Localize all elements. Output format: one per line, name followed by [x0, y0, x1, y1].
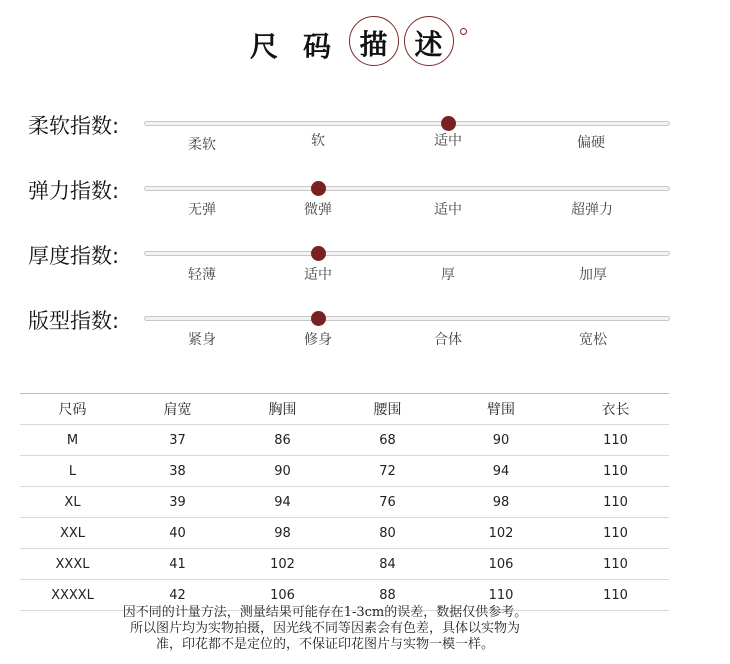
index-track — [144, 316, 670, 321]
title-char-1: 尺 — [250, 30, 279, 63]
table-cell: 72 — [335, 456, 440, 487]
table-cell: 94 — [440, 456, 562, 487]
note-line: 所以图片均为实物拍摄，因光线不同等因素会有色差，具体以实物为 — [129, 621, 520, 636]
table-cell: 90 — [230, 456, 335, 487]
table-cell: 80 — [335, 518, 440, 549]
index-track — [144, 121, 670, 126]
table-cell: 38 — [125, 456, 230, 487]
title-circle-1 — [349, 16, 399, 66]
table-header: 胸围 — [230, 394, 335, 425]
title-char-2: 码 — [303, 30, 332, 63]
table-cell: 84 — [335, 549, 440, 580]
index-marker — [311, 181, 326, 196]
index-fit — [0, 305, 730, 365]
index-option: 加厚 — [579, 267, 607, 283]
note-line: 因不同的计量方法，测量结果可能存在1-3cm的误差，数据仅供参考。 — [122, 605, 528, 620]
index-label: 版型指数: — [28, 309, 120, 333]
table-cell: 98 — [230, 518, 335, 549]
index-option: 适中 — [434, 202, 462, 218]
title-char-3: 描 — [359, 28, 388, 61]
table-cell: 37 — [125, 425, 230, 456]
index-option: 紧身 — [188, 332, 216, 348]
table-cell: 110 — [562, 456, 669, 487]
index-option: 柔软 — [188, 137, 216, 153]
table-header: 衣长 — [562, 394, 669, 425]
index-option: 适中 — [304, 267, 332, 283]
table-cell: 90 — [440, 425, 562, 456]
table-row — [20, 487, 669, 518]
table-cell: 102 — [440, 518, 562, 549]
table-cell: XXL — [20, 518, 125, 549]
table-cell: 110 — [562, 518, 669, 549]
disclaimer-note — [40, 605, 610, 653]
table-cell: 106 — [230, 580, 335, 611]
index-option: 软 — [311, 133, 325, 149]
table-cell: 98 — [440, 487, 562, 518]
table-row — [20, 518, 669, 549]
index-label: 厚度指数: — [28, 244, 120, 268]
note-line: 准，印花都不是定位的，不保证印花图片与实物一模一样。 — [155, 637, 494, 652]
table-cell: XL — [20, 487, 125, 518]
table-cell: 106 — [440, 549, 562, 580]
title-char-4: 述 — [414, 28, 443, 61]
table-header-row — [20, 394, 669, 425]
table-header: 臂围 — [440, 394, 562, 425]
index-label: 柔软指数: — [28, 114, 120, 138]
index-option: 轻薄 — [188, 267, 216, 283]
table-cell: XXXXL — [20, 580, 125, 611]
table-cell: 76 — [335, 487, 440, 518]
table-cell: 110 — [562, 425, 669, 456]
table-cell: L — [20, 456, 125, 487]
index-option: 超弹力 — [571, 202, 613, 218]
title-circle-2 — [404, 16, 454, 66]
index-option: 合体 — [434, 332, 462, 348]
table-cell: 68 — [335, 425, 440, 456]
index-thickness — [0, 240, 730, 300]
table-cell: 110 — [440, 580, 562, 611]
table-cell: 110 — [562, 580, 669, 611]
index-option: 偏硬 — [577, 135, 605, 151]
index-option: 厚 — [441, 267, 455, 283]
table-cell: 41 — [125, 549, 230, 580]
table-cell: M — [20, 425, 125, 456]
table-cell: 110 — [562, 487, 669, 518]
index-option: 无弹 — [188, 202, 216, 218]
table-row — [20, 425, 669, 456]
index-label: 弹力指数: — [28, 179, 120, 203]
table-row — [20, 456, 669, 487]
table-cell: 110 — [562, 549, 669, 580]
index-option: 修身 — [304, 332, 332, 348]
index-option: 宽松 — [579, 332, 607, 348]
table-cell: 40 — [125, 518, 230, 549]
table-header: 尺码 — [20, 394, 125, 425]
table-header: 腰围 — [335, 394, 440, 425]
index-marker — [311, 246, 326, 261]
table-cell: 86 — [230, 425, 335, 456]
degree-mark-icon — [460, 28, 467, 35]
index-elasticity — [0, 175, 730, 235]
index-marker — [441, 116, 456, 131]
index-option: 适中 — [434, 133, 462, 149]
table-cell: 88 — [335, 580, 440, 611]
index-softness — [0, 110, 730, 170]
index-track — [144, 251, 670, 256]
size-table — [20, 393, 669, 611]
index-track — [144, 186, 670, 191]
table-cell: 39 — [125, 487, 230, 518]
table-cell: 102 — [230, 549, 335, 580]
table-cell: 42 — [125, 580, 230, 611]
index-option: 微弹 — [304, 202, 332, 218]
table-header: 肩宽 — [125, 394, 230, 425]
index-marker — [311, 311, 326, 326]
table-cell: XXXL — [20, 549, 125, 580]
page-title — [0, 16, 730, 66]
table-cell: 94 — [230, 487, 335, 518]
table-row — [20, 549, 669, 580]
